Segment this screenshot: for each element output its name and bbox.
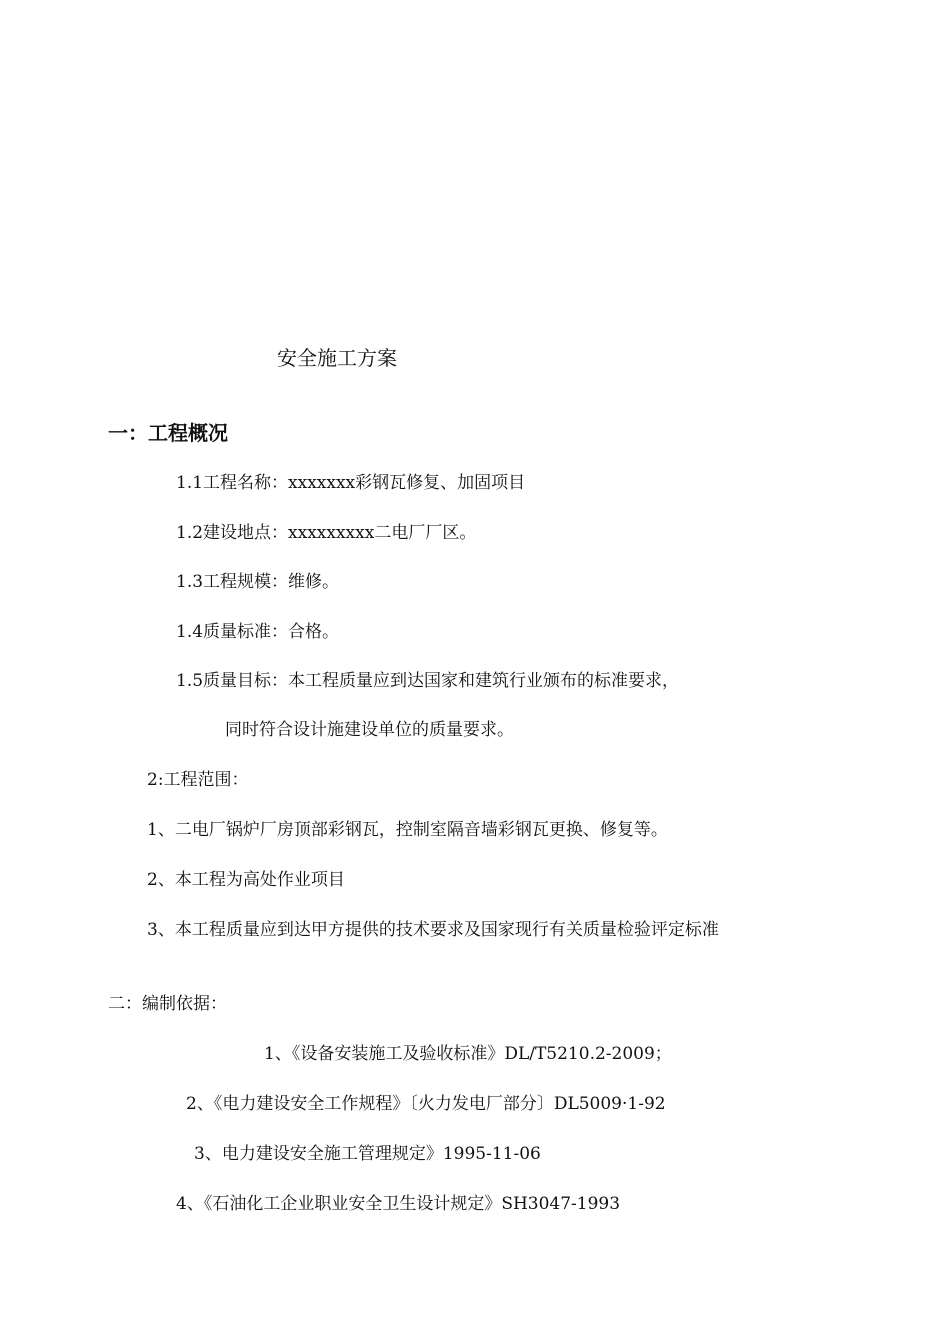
section-heading-overview: 一：工程概况 — [108, 421, 228, 445]
scope-item: 1、二电厂锅炉厂房顶部彩钢瓦，控制室隔音墙彩钢瓦更换、修复等。 — [147, 820, 668, 840]
overview-item-quality-standard: 1.4质量标准：合格。 — [176, 622, 340, 642]
scope-heading: 2:工程范围： — [147, 770, 249, 790]
basis-item: 2、《电力建设安全工作规程》〔火力发电厂部分〕DL5009·1-92 — [186, 1094, 666, 1114]
scope-item: 2、本工程为高处作业项目 — [147, 870, 345, 890]
scope-item: 3、本工程质量应到达甲方提供的技术要求及国家现行有关质量检验评定标准 — [147, 920, 719, 940]
overview-item-quality-goal-continuation: 同时符合设计施建设单位的质量要求。 — [225, 720, 514, 740]
document-title: 安全施工方案 — [277, 346, 397, 370]
overview-item-quality-goal: 1.5质量目标：本工程质量应到达国家和建筑行业颁布的标准要求， — [176, 671, 680, 691]
overview-item-scale: 1.3工程规模：维修。 — [176, 572, 340, 592]
section-heading-basis: 二：编制依据： — [108, 994, 227, 1014]
basis-item: 1、《设备安装施工及验收标准》DL/T5210.2-2009； — [264, 1044, 672, 1064]
basis-item: 3、电力建设安全施工管理规定》1995-11-06 — [194, 1144, 541, 1164]
basis-item: 4、《石油化工企业职业安全卫生设计规定》SH3047-1993 — [176, 1194, 621, 1214]
overview-item-project-name: 1.1工程名称：xxxxxxx彩钢瓦修复、加固项目 — [176, 473, 526, 493]
overview-item-location: 1.2建设地点：xxxxxxxxx二电厂厂区。 — [176, 523, 477, 543]
